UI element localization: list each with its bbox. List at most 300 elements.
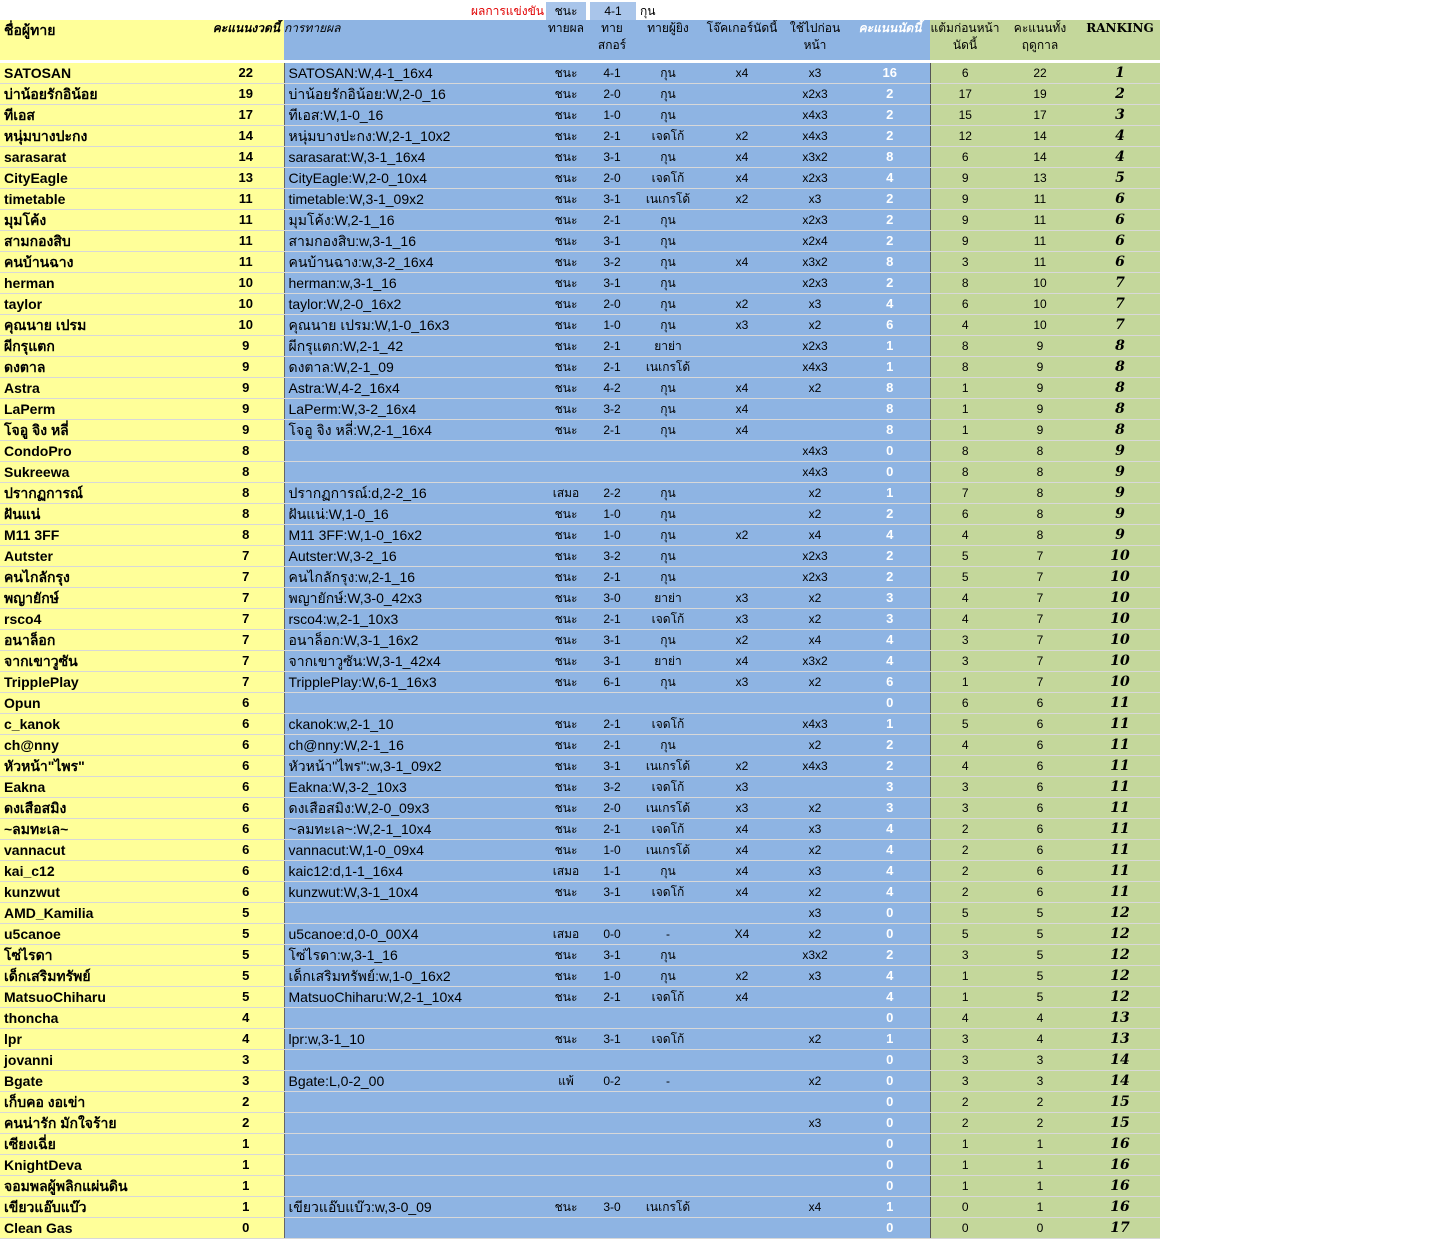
- joker: [704, 231, 780, 252]
- guess-score: 3-1: [592, 1029, 632, 1050]
- guess-text: [284, 1134, 540, 1155]
- player-name: MatsuoChiharu: [0, 987, 208, 1008]
- table-row: [0, 168, 1160, 189]
- player-name: คนไกลักรุง: [0, 567, 208, 588]
- guess-scorer: [632, 903, 704, 924]
- season-points: 6: [1000, 840, 1080, 861]
- guess-scorer: เนเกรโด้: [632, 756, 704, 777]
- prev-points: 7: [930, 483, 1000, 504]
- guess-result: [540, 441, 592, 462]
- player-name: kunzwut: [0, 882, 208, 903]
- season-points: 1: [1000, 1134, 1080, 1155]
- guess-score: [592, 462, 632, 483]
- joker: [704, 1197, 780, 1218]
- ranking: 6: [1080, 210, 1160, 231]
- guess-text: ปรากฏการณ์:d,2-2_16: [284, 483, 540, 504]
- player-name: คนบ้านฉาง: [0, 252, 208, 273]
- guess-result: ชนะ: [540, 945, 592, 966]
- ranking: 7: [1080, 294, 1160, 315]
- guess-scorer: กุน: [632, 735, 704, 756]
- guess-text: พญายักษ์:W,3-0_42x3: [284, 588, 540, 609]
- season-points: 5: [1000, 924, 1080, 945]
- round-points: 1: [208, 1155, 284, 1176]
- guess-result: เสมอ: [540, 924, 592, 945]
- ranking: 9: [1080, 504, 1160, 525]
- round-points: 6: [208, 756, 284, 777]
- table-row: [0, 441, 1160, 462]
- table-row: [0, 567, 1160, 588]
- guess-score: [592, 1050, 632, 1071]
- player-name: timetable: [0, 189, 208, 210]
- guess-text: herman:w,3-1_16: [284, 273, 540, 294]
- table-row: [0, 462, 1160, 483]
- guess-text: ฝันแน่:W,1-0_16: [284, 504, 540, 525]
- prev-points: 8: [930, 462, 1000, 483]
- joker: x3: [704, 798, 780, 819]
- match-points: 0: [850, 1155, 930, 1176]
- ranking: 9: [1080, 525, 1160, 546]
- used-jokers: x3: [780, 63, 850, 84]
- guess-scorer: เจดโก้: [632, 882, 704, 903]
- ranking: 8: [1080, 399, 1160, 420]
- round-points: 19: [208, 84, 284, 105]
- prev-points: 5: [930, 567, 1000, 588]
- match-points: 2: [850, 735, 930, 756]
- guess-text: [284, 1218, 540, 1239]
- ranking: 8: [1080, 378, 1160, 399]
- ranking: 5: [1080, 168, 1160, 189]
- prev-points: 15: [930, 105, 1000, 126]
- used-jokers: x2: [780, 504, 850, 525]
- guess-scorer: กุน: [632, 63, 704, 84]
- season-points: 6: [1000, 819, 1080, 840]
- guess-scorer: กุน: [632, 861, 704, 882]
- player-name: หัวหน้า"ไพร": [0, 756, 208, 777]
- used-jokers: x4x3: [780, 126, 850, 147]
- guess-text: [284, 1008, 540, 1029]
- player-name: thoncha: [0, 1008, 208, 1029]
- season-points: 7: [1000, 672, 1080, 693]
- guess-score: 2-0: [592, 84, 632, 105]
- match-points: 0: [850, 1134, 930, 1155]
- table-row: [0, 1029, 1160, 1050]
- match-points: 0: [850, 1050, 930, 1071]
- guess-score: 1-0: [592, 504, 632, 525]
- header-score: ทาย สกอร์: [592, 20, 632, 60]
- season-points: 6: [1000, 798, 1080, 819]
- guess-result: [540, 1176, 592, 1197]
- match-scorer-value: กุน: [640, 4, 656, 18]
- guess-result: ชนะ: [540, 777, 592, 798]
- used-jokers: x2x3: [780, 210, 850, 231]
- prev-points: 3: [930, 945, 1000, 966]
- guess-text: [284, 441, 540, 462]
- ranking: 8: [1080, 357, 1160, 378]
- table-row: [0, 483, 1160, 504]
- used-jokers: [780, 420, 850, 441]
- round-points: 10: [208, 315, 284, 336]
- ranking: 6: [1080, 189, 1160, 210]
- used-jokers: x3: [780, 903, 850, 924]
- prev-points: 5: [930, 714, 1000, 735]
- table-row: [0, 1113, 1160, 1134]
- season-points: 7: [1000, 588, 1080, 609]
- guess-score: 2-1: [592, 567, 632, 588]
- season-points: 14: [1000, 147, 1080, 168]
- table-row: [0, 1008, 1160, 1029]
- table-row: [0, 735, 1160, 756]
- guess-text: [284, 1155, 540, 1176]
- used-jokers: x2: [780, 1071, 850, 1092]
- guess-result: ชนะ: [540, 1029, 592, 1050]
- table-row: [0, 210, 1160, 231]
- guess-text: เขียวแอ๊บแบ๊ว:w,3-0_09: [284, 1197, 540, 1218]
- guess-score: 3-2: [592, 546, 632, 567]
- prev-points: 2: [930, 861, 1000, 882]
- guess-scorer: เจดโก้: [632, 1029, 704, 1050]
- match-points: 3: [850, 798, 930, 819]
- used-jokers: x4: [780, 630, 850, 651]
- guess-result: ชนะ: [540, 609, 592, 630]
- prev-points: 1: [930, 987, 1000, 1008]
- guess-score: 3-1: [592, 945, 632, 966]
- used-jokers: x3: [780, 861, 850, 882]
- player-name: ch@nny: [0, 735, 208, 756]
- prev-points: 2: [930, 819, 1000, 840]
- round-points: 7: [208, 672, 284, 693]
- season-points: 5: [1000, 987, 1080, 1008]
- guess-result: [540, 1113, 592, 1134]
- guess-scorer: [632, 462, 704, 483]
- guess-text: ch@nny:W,2-1_16: [284, 735, 540, 756]
- guess-text: บ่าน้อยรักอิน้อย:W,2-0_16: [284, 84, 540, 105]
- round-points: 6: [208, 840, 284, 861]
- guess-text: SATOSAN:W,4-1_16x4: [284, 63, 540, 84]
- joker: [704, 462, 780, 483]
- header-ranking: RANKING: [1080, 20, 1160, 60]
- player-name: u5canoe: [0, 924, 208, 945]
- round-points: 3: [208, 1071, 284, 1092]
- prev-points: 0: [930, 1197, 1000, 1218]
- guess-text: MatsuoChiharu:W,2-1_10x4: [284, 987, 540, 1008]
- season-points: 11: [1000, 189, 1080, 210]
- used-jokers: x4x3: [780, 462, 850, 483]
- ranking: 14: [1080, 1071, 1160, 1092]
- ranking: 1: [1080, 63, 1160, 84]
- match-result-value: ชนะ: [546, 2, 586, 20]
- prev-points: 6: [930, 504, 1000, 525]
- season-points: 11: [1000, 252, 1080, 273]
- guess-text: sarasarat:W,3-1_16x4: [284, 147, 540, 168]
- ranking: 11: [1080, 882, 1160, 903]
- joker: [704, 1050, 780, 1071]
- used-jokers: x2x3: [780, 273, 850, 294]
- player-name: บ่าน้อยรักอิน้อย: [0, 84, 208, 105]
- guess-result: [540, 693, 592, 714]
- player-name: Eakna: [0, 777, 208, 798]
- table-row: [0, 546, 1160, 567]
- guess-score: 2-1: [592, 210, 632, 231]
- joker: [704, 714, 780, 735]
- joker: [704, 105, 780, 126]
- table-row: [0, 525, 1160, 546]
- prev-points: 1: [930, 1134, 1000, 1155]
- prev-points: 3: [930, 1050, 1000, 1071]
- round-points: 1: [208, 1176, 284, 1197]
- guess-scorer: กุน: [632, 420, 704, 441]
- round-points: 7: [208, 651, 284, 672]
- prev-points: 9: [930, 231, 1000, 252]
- table-row: [0, 840, 1160, 861]
- joker: [704, 483, 780, 504]
- guess-text: rsco4:w,2-1_10x3: [284, 609, 540, 630]
- prev-points: 4: [930, 609, 1000, 630]
- guess-text: ดงเสือสมิง:W,2-0_09x3: [284, 798, 540, 819]
- guess-text: คนบ้านฉาง:w,3-2_16x4: [284, 252, 540, 273]
- guess-scorer: กุน: [632, 567, 704, 588]
- player-name: สามกองสิบ: [0, 231, 208, 252]
- ranking: 11: [1080, 693, 1160, 714]
- match-points: 3: [850, 588, 930, 609]
- joker: x3: [704, 588, 780, 609]
- guess-scorer: เนเกรโด้: [632, 1197, 704, 1218]
- guess-text: kunzwut:W,3-1_10x4: [284, 882, 540, 903]
- guess-score: 3-0: [592, 588, 632, 609]
- used-jokers: x2x3: [780, 336, 850, 357]
- guess-score: [592, 1113, 632, 1134]
- table-row: [0, 147, 1160, 168]
- guess-result: ชนะ: [540, 273, 592, 294]
- guess-scorer: กุน: [632, 105, 704, 126]
- joker: X4: [704, 924, 780, 945]
- guess-result: ชนะ: [540, 126, 592, 147]
- round-points: 5: [208, 903, 284, 924]
- guess-scorer: เจดโก้: [632, 819, 704, 840]
- ranking: 10: [1080, 588, 1160, 609]
- used-jokers: [780, 1176, 850, 1197]
- joker: x2: [704, 756, 780, 777]
- season-points: 6: [1000, 714, 1080, 735]
- prev-points: 8: [930, 357, 1000, 378]
- ranking: 11: [1080, 756, 1160, 777]
- guess-scorer: [632, 1050, 704, 1071]
- player-name: โซ่ไรดา: [0, 945, 208, 966]
- used-jokers: [780, 1155, 850, 1176]
- round-points: 2: [208, 1113, 284, 1134]
- guess-result: ชนะ: [540, 420, 592, 441]
- guess-result: ชนะ: [540, 546, 592, 567]
- match-points: 0: [850, 924, 930, 945]
- ranking: 10: [1080, 651, 1160, 672]
- guess-scorer: [632, 1176, 704, 1197]
- player-name: ปรากฏการณ์: [0, 483, 208, 504]
- ranking: 8: [1080, 420, 1160, 441]
- round-points: 9: [208, 420, 284, 441]
- guess-text: Astra:W,4-2_16x4: [284, 378, 540, 399]
- guess-scorer: กุน: [632, 672, 704, 693]
- match-points: 8: [850, 378, 930, 399]
- prev-points: 5: [930, 546, 1000, 567]
- match-points: 2: [850, 189, 930, 210]
- table-row: [0, 84, 1160, 105]
- header-match-points: คะแนนนัดนี้: [850, 20, 930, 60]
- table-row: [0, 63, 1160, 84]
- prev-points: 3: [930, 1071, 1000, 1092]
- match-points: 1: [850, 483, 930, 504]
- player-name: Bgate: [0, 1071, 208, 1092]
- round-points: 10: [208, 294, 284, 315]
- round-points: 6: [208, 714, 284, 735]
- ranking: 16: [1080, 1155, 1160, 1176]
- season-points: 1: [1000, 1155, 1080, 1176]
- table-row: [0, 903, 1160, 924]
- joker: [704, 1176, 780, 1197]
- guess-scorer: กุน: [632, 84, 704, 105]
- guess-scorer: [632, 1008, 704, 1029]
- table-row: [0, 504, 1160, 525]
- match-points: 0: [850, 1071, 930, 1092]
- guess-result: ชนะ: [540, 231, 592, 252]
- season-points: 6: [1000, 735, 1080, 756]
- guess-result: ชนะ: [540, 105, 592, 126]
- match-points: 2: [850, 210, 930, 231]
- prev-points: 4: [930, 315, 1000, 336]
- table-row: [0, 336, 1160, 357]
- guess-scorer: กุน: [632, 315, 704, 336]
- guess-result: [540, 1008, 592, 1029]
- header-joker: โจ๊คเกอร์นัดนี้: [704, 20, 780, 60]
- table-row: [0, 1092, 1160, 1113]
- used-jokers: [780, 399, 850, 420]
- round-points: 2: [208, 1092, 284, 1113]
- guess-result: ชนะ: [540, 735, 592, 756]
- guess-score: 4-2: [592, 378, 632, 399]
- header-points: คะแนนงวดนี้: [208, 20, 284, 60]
- guess-scorer: กุน: [632, 147, 704, 168]
- round-points: 9: [208, 336, 284, 357]
- guess-score: 4-1: [592, 63, 632, 84]
- guess-score: 1-1: [592, 861, 632, 882]
- round-points: 8: [208, 483, 284, 504]
- table-row: [0, 1050, 1160, 1071]
- used-jokers: [780, 1134, 850, 1155]
- guess-result: [540, 462, 592, 483]
- player-name: ดงเสือสมิง: [0, 798, 208, 819]
- player-name: AMD_Kamilia: [0, 903, 208, 924]
- guess-text: timetable:W,3-1_09x2: [284, 189, 540, 210]
- player-name: KnightDeva: [0, 1155, 208, 1176]
- round-points: 8: [208, 462, 284, 483]
- guess-scorer: [632, 1218, 704, 1239]
- joker: x4: [704, 651, 780, 672]
- round-points: 1: [208, 1197, 284, 1218]
- season-points: 5: [1000, 966, 1080, 987]
- guess-result: ชนะ: [540, 714, 592, 735]
- prev-points: 3: [930, 777, 1000, 798]
- table-row: [0, 588, 1160, 609]
- guess-text: ดงตาล:W,2-1_09: [284, 357, 540, 378]
- guess-text: Autster:W,3-2_16: [284, 546, 540, 567]
- ranking: 11: [1080, 861, 1160, 882]
- used-jokers: x2x3: [780, 567, 850, 588]
- joker: [704, 336, 780, 357]
- round-points: 8: [208, 504, 284, 525]
- ranking: 11: [1080, 819, 1160, 840]
- match-points: 0: [850, 903, 930, 924]
- guess-result: ชนะ: [540, 798, 592, 819]
- prev-points: 8: [930, 273, 1000, 294]
- match-points: 8: [850, 147, 930, 168]
- prev-points: 9: [930, 189, 1000, 210]
- guess-scorer: เนเกรโด้: [632, 357, 704, 378]
- match-points: 0: [850, 1008, 930, 1029]
- player-name: จอมพลผู้พลิกแผ่นดิน: [0, 1176, 208, 1197]
- match-points: 0: [850, 462, 930, 483]
- season-points: 8: [1000, 483, 1080, 504]
- table-row: [0, 651, 1160, 672]
- guess-scorer: เนเกรโด้: [632, 798, 704, 819]
- joker: x2: [704, 966, 780, 987]
- guess-text: TripplePlay:W,6-1_16x3: [284, 672, 540, 693]
- guess-text: [284, 903, 540, 924]
- prev-points: 1: [930, 966, 1000, 987]
- player-name: jovanni: [0, 1050, 208, 1071]
- table-row: [0, 798, 1160, 819]
- match-points: 2: [850, 504, 930, 525]
- round-points: 3: [208, 1050, 284, 1071]
- ranking: 12: [1080, 903, 1160, 924]
- table-row: [0, 294, 1160, 315]
- season-points: 10: [1000, 294, 1080, 315]
- joker: [704, 84, 780, 105]
- joker: x4: [704, 63, 780, 84]
- guess-score: 6-1: [592, 672, 632, 693]
- guess-text: ผีกรุแตก:W,2-1_42: [284, 336, 540, 357]
- table-row: [0, 378, 1160, 399]
- season-points: 5: [1000, 945, 1080, 966]
- prev-points: 3: [930, 630, 1000, 651]
- season-points: 19: [1000, 84, 1080, 105]
- used-jokers: x3: [780, 819, 850, 840]
- player-name: sarasarat: [0, 147, 208, 168]
- guess-scorer: กุน: [632, 294, 704, 315]
- joker: [704, 1155, 780, 1176]
- match-points: 3: [850, 609, 930, 630]
- guess-result: ชนะ: [540, 336, 592, 357]
- match-points: 0: [850, 1092, 930, 1113]
- guess-text: สามกองสิบ:w,3-1_16: [284, 231, 540, 252]
- ranking: 11: [1080, 840, 1160, 861]
- ranking: 8: [1080, 336, 1160, 357]
- match-points: 4: [850, 168, 930, 189]
- ranking: 12: [1080, 945, 1160, 966]
- used-jokers: [780, 1218, 850, 1239]
- guess-scorer: -: [632, 1071, 704, 1092]
- ranking: 16: [1080, 1134, 1160, 1155]
- guess-result: เสมอ: [540, 861, 592, 882]
- player-name: SATOSAN: [0, 63, 208, 84]
- season-points: 2: [1000, 1092, 1080, 1113]
- guess-scorer: กุน: [632, 630, 704, 651]
- match-points: 8: [850, 420, 930, 441]
- guess-scorer: กุน: [632, 966, 704, 987]
- used-jokers: x2: [780, 798, 850, 819]
- ranking: 11: [1080, 777, 1160, 798]
- round-points: 6: [208, 693, 284, 714]
- joker: x3: [704, 315, 780, 336]
- prev-points: 0: [930, 1218, 1000, 1239]
- guess-text: u5canoe:d,0-0_00X4: [284, 924, 540, 945]
